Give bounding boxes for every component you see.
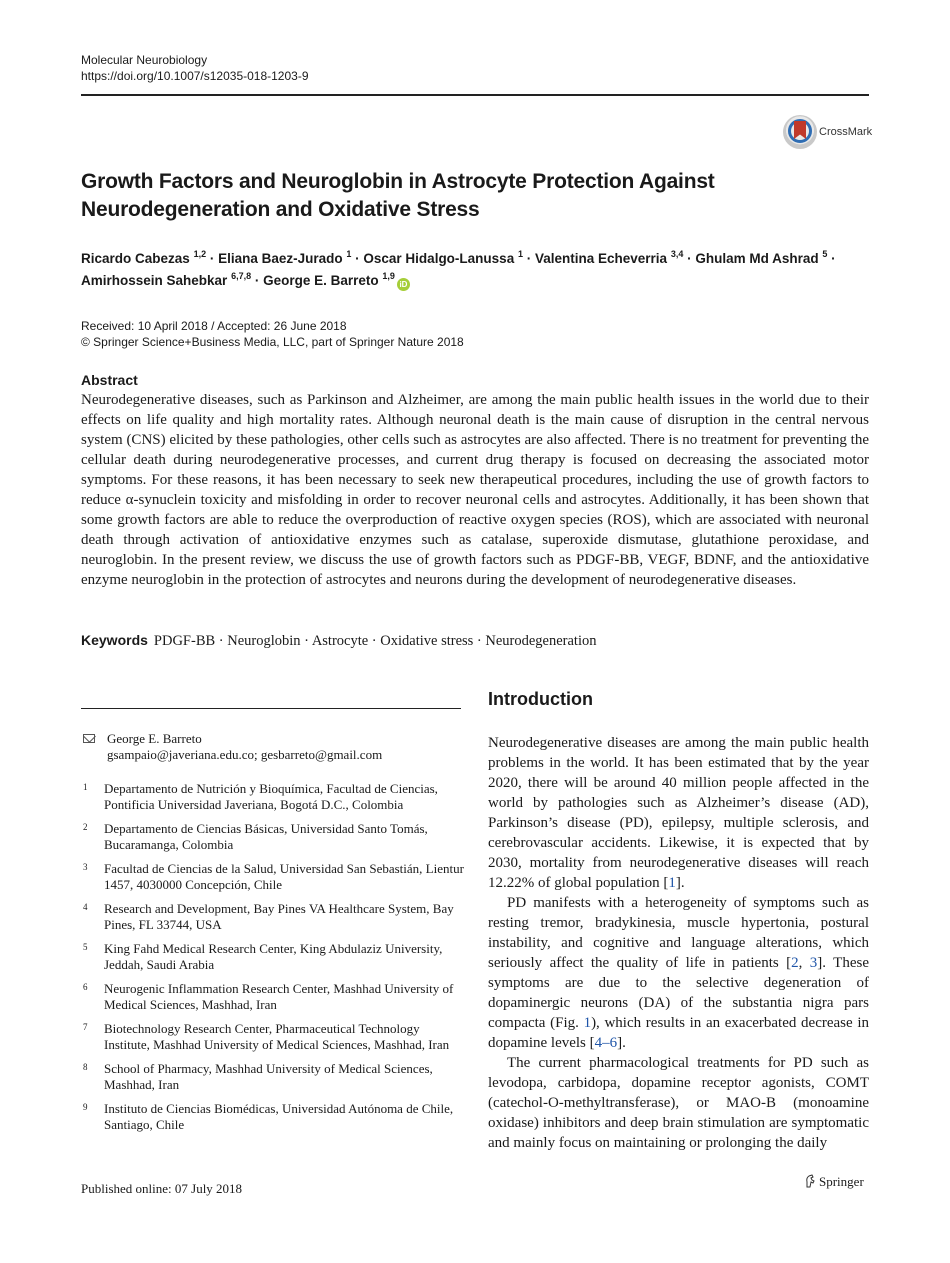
keywords	[81, 630, 869, 651]
author-affil-sup: 1	[517, 249, 523, 259]
correspondence	[81, 731, 466, 763]
crossmark-badge[interactable]	[783, 115, 883, 151]
intro-paragraph-1: Neurodegenerative diseases are among the main public health problems in the world. It has been estimated that by the year 2020, there will be around 40 million people affected in the world by pathologies such as Alzheimer’s disease (AD), Parkinson’s disease (PD), epilepsy, multiple sclerosis, and cerebrovascular accidents. Likewise, it is expected that by 2030, mortality from neurodegenerative diseases will reach 12.22% of global population [1].	[488, 735, 869, 891]
figure-link[interactable]: 1	[583, 1015, 592, 1031]
author-name[interactable]: George E. Barreto	[263, 273, 379, 288]
affiliation-item	[81, 1101, 466, 1133]
affiliation-number: 5	[83, 942, 88, 952]
affiliation-text: School of Pharmacy, Mashhad University of Medical Sciences, Mashhad, Iran	[104, 1061, 433, 1092]
keywords-list: PDGF-BB · Neuroglobin · Astrocyte · Oxidative stress · Neurodegeneration	[153, 633, 597, 649]
introduction-body	[488, 733, 869, 1153]
affiliation-text: Research and Development, Bay Pines VA Healthcare System, Bay Pines, FL 33744, USA	[104, 901, 454, 932]
affiliation-item	[81, 981, 466, 1013]
author-name[interactable]: Ricardo Cabezas	[81, 251, 190, 266]
affiliation-list	[81, 781, 466, 1141]
affiliation-number: 2	[83, 822, 88, 832]
orcid-icon[interactable]: iD	[397, 278, 410, 291]
publisher-name: Springer	[819, 1174, 864, 1189]
author-name[interactable]: Ghulam Md Ashrad	[695, 251, 819, 266]
affiliation-item	[81, 781, 466, 813]
author-list: Ricardo Cabezas $^{1,2}$ · Eliana Baez-Jurado $^1$ · Oscar Hidalgo-Lanussa $^1$ · Valentina Echeverria $^{3,4}$ · Ghulam Md Ashrad $^5$ · Amirhossein Sahebkar $^{6,7,8}$ · George E. Barreto $^{1,9}$iD	[81, 249, 836, 289]
abstract-heading: Abstract	[81, 372, 138, 388]
intro-paragraph-2: PD manifests with a heterogeneity of symptoms such as resting tremor, bradykinesia, muscle hypertonia, postural instability, and cognitive and language alterations, which seriously affect the quality of life in patients [2, 3]. These symptoms are due to the selective degeneration of dopaminergic neurons (DA) of the substantia nigra pars compacta (Fig. 1), which results in an exacerbated decrease in dopamine levels [4–6].	[488, 895, 870, 1051]
footnote-divider	[81, 708, 461, 709]
affiliation-text: Departamento de Ciencias Básicas, Universidad Santo Tomás, Bucaramanga, Colombia	[104, 821, 428, 852]
author-affil-sup: 5	[822, 249, 828, 259]
author-affil-sup: 6,7,8	[231, 271, 252, 281]
reference-link[interactable]: 2	[791, 955, 799, 971]
affiliation-item	[81, 1021, 466, 1053]
keywords-label: Keywords	[81, 632, 148, 648]
received-accepted-dates: Received: 10 April 2018 / Accepted: 26 June 2018	[81, 319, 347, 333]
affiliation-text: Neurogenic Inflammation Research Center, Mashhad University of Medical Sciences, Mashhad, Iran	[104, 981, 454, 1012]
reference-link[interactable]: 4–6	[594, 1035, 618, 1051]
affiliation-number: 9	[83, 1102, 88, 1112]
affiliation-text: Instituto de Ciencias Biomédicas, Universidad Autónoma de Chile, Santiago, Chile	[104, 1101, 454, 1132]
affiliation-number: 7	[83, 1022, 88, 1032]
doi-link[interactable]: https://doi.org/10.1007/s12035-018-1203-9	[81, 69, 309, 83]
author-name[interactable]: Valentina Echeverria	[534, 251, 668, 266]
author-affil-sup: 1	[346, 249, 352, 259]
introduction-heading: Introduction	[488, 689, 593, 709]
affiliation-item	[81, 941, 466, 973]
author-affil-sup: 1,2	[193, 249, 207, 259]
reference-link[interactable]: 1	[668, 875, 676, 891]
affiliation-item	[81, 1061, 466, 1093]
crossmark-label: CrossMark	[819, 126, 873, 138]
springer-horse-icon	[804, 1174, 816, 1188]
author-name[interactable]: Eliana Baez-Jurado	[218, 251, 343, 266]
affiliation-number: 6	[83, 982, 88, 992]
abstract-text: Neurodegenerative diseases, such as Parkinson and Alzheimer, are among the main public health issues in the world due to their effects on life quality and high mortality rates. Although neuronal death is the main cause of disruption in the central nervous system (CNS) elicited by these pathologies, other cells such as astrocytes are also affected. There is no treatment for preventing the cellular death during neurodegenerative processes, and current drug therapy is focused on decreasing the associated motor symptoms. For these reasons, it has been necessary to seek new therapeutical procedures, including the use of growth factors to reduce α-synuclein toxicity and misfolding in order to recover neuronal cells and astrocytes. Additionally, it has been shown that some growth factors are able to reduce the overproduction of reactive oxygen species (ROS), which are associated with neuronal death through activation of antioxidative enzymes such as catalase, superoxide dismutase, glutathione peroxidase, and neuroglobin. In the present review, we discuss the use of growth factors such as PDGF-BB, VEGF, BDNF, and the antioxidative enzyme neuroglobin in the protection of astrocytes and neurons during the development of neurodegenerative diseases.	[81, 392, 869, 588]
affiliation-number: 4	[83, 902, 88, 912]
correspondence-name: George E. Barreto	[107, 731, 202, 746]
author-affil-sup: 3,4	[670, 249, 684, 259]
publisher-logo	[804, 1174, 864, 1190]
affiliation-item	[81, 901, 466, 933]
reference-link[interactable]: 3	[809, 955, 818, 971]
affiliation-number: 1	[83, 782, 88, 792]
intro-paragraph-3: The current pharmacological treatments for PD such as levodopa, carbidopa, dopamine receptor agonists, COMT (catechol-O-methyltransferase), or MAO-B (monoamine oxidase) inhibitors and deep brain stimulation are symptomatic and mainly focus on maintaining or prolonging the daily	[488, 1055, 869, 1151]
article-title: Growth Factors and Neuroglobin in Astrocyte Protection Against Neurodegeneration and Oxidative Stress	[81, 170, 715, 221]
affiliation-text: Facultad de Ciencias de la Salud, Universidad San Sebastián, Lientur 1457, 4030000 Concepción, Chile	[104, 861, 464, 892]
published-online-date: Published online: 07 July 2018	[81, 1181, 243, 1196]
header-divider	[81, 94, 869, 96]
affiliation-number: 8	[83, 1062, 88, 1072]
affiliation-item	[81, 861, 466, 893]
author-name[interactable]: Oscar Hidalgo-Lanussa	[363, 251, 515, 266]
affiliation-text: Departamento de Nutrición y Bioquímica, Facultad de Ciencias, Pontificia Universidad Javeriana, Bogotá D.C., Colombia	[104, 781, 438, 812]
author-affil-sup: 1,9	[382, 271, 395, 281]
correspondence-emails[interactable]: gsampaio@javeriana.edu.co; gesbarreto@gmail.com	[107, 747, 383, 762]
affiliation-text: King Fahd Medical Research Center, King Abdulaziz University, Jeddah, Saudi Arabia	[104, 941, 443, 972]
affiliation-item	[81, 821, 466, 853]
copyright-notice: © Springer Science+Business Media, LLC, part of Springer Nature 2018	[81, 335, 464, 349]
affiliation-number: 3	[83, 862, 88, 872]
affiliation-text: Biotechnology Research Center, Pharmaceutical Technology Institute, Mashhad University of Medical Sciences, Mashhad, Iran	[104, 1021, 450, 1052]
author-name[interactable]: Amirhossein Sahebkar	[81, 273, 228, 288]
journal-name: Molecular Neurobiology	[81, 53, 208, 67]
envelope-icon	[83, 734, 95, 743]
